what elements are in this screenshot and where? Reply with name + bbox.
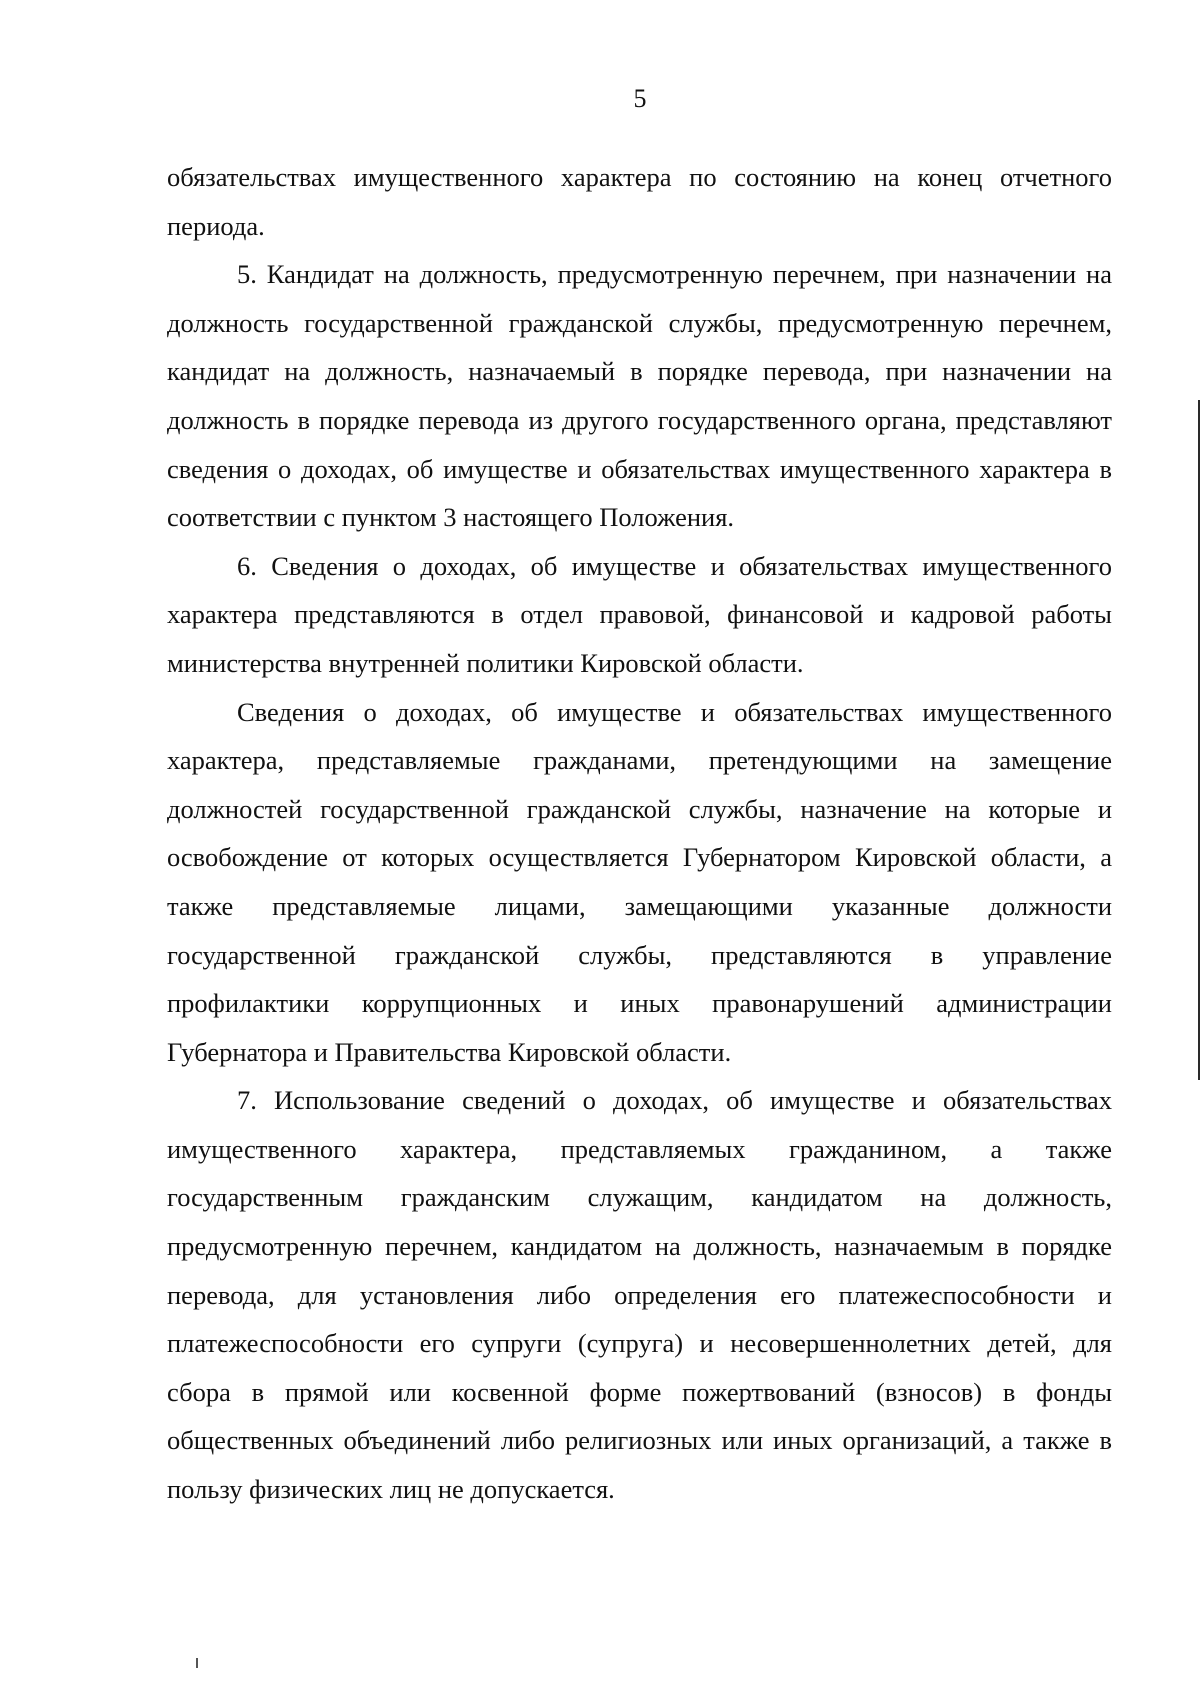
paragraph-item-5: 5. Кандидат на должность, предусмотренную перечнем, при назначении на должность государственной гражданской службы, предусмотренную перечнем, кандидат на должность, назначаемый в порядке перевода, при назначении на должность в порядке перевода из другого государственного органа, представляют сведения о доходах, об имуществе и обязательствах имущественного характера в соответствии с пунктом 3 настоящего Положения. bbox=[167, 259, 1112, 533]
paragraph-item-6: 6. Сведения о доходах, об имуществе и обязательствах имущественного характера представляются в отдел правовой, финансовой и кадровой работы министерства внутренней политики Кировской области. bbox=[167, 550, 1112, 678]
paragraph-continuation: обязательствах имущественного характера по состоянию на конец отчетного периода. bbox=[167, 162, 1112, 241]
document-body bbox=[167, 153, 1112, 1514]
scan-artifact-mark bbox=[196, 1658, 198, 1668]
paragraph-item-7: 7. Использование сведений о доходах, об имуществе и обязательствах имущественного характера, представляемых гражданином, а также государственным гражданским служащим, кандидатом на должность, предусмотренную перечнем, кандидатом на должность, назначаемым в порядке перевода, для установления либо определения его платежеспособности и платежеспособности его супруги (супруга) и несовершеннолетних детей, для сбора в прямой или косвенной форме пожертвований (взносов) в фонды общественных объединений либо религиозных или иных организаций, а также в пользу физических лиц не допускается. bbox=[167, 1085, 1112, 1505]
page-number: 5 bbox=[633, 84, 647, 113]
paragraph-item-6-continuation: Сведения о доходах, об имуществе и обязательствах имущественного характера, представляемые гражданами, претендующими на замещение должностей государственной гражданской службы, назначение на которые и освобождение от которых осуществляется Губернатором Кировской области, а также представляемые лицами, замещающими указанные должности государственной гражданской службы, представляются в управление профилактики коррупционных и иных правонарушений администрации Губернатора и Правительства Кировской области. bbox=[167, 696, 1112, 1067]
